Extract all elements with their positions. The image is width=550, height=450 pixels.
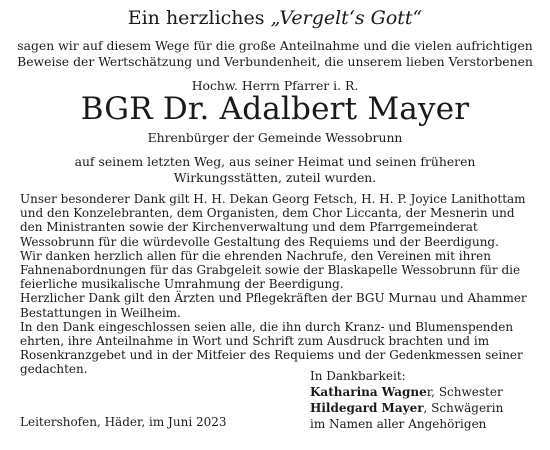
last-journey-text: auf seinem letzten Weg, aus seiner Heimat und seinen früheren Wirkungsstätten, zuteil wurden. (74, 154, 476, 185)
intro-text: sagen wir auf diesem Wege für die große Anteilnahme und die vielen aufrichtigen Beweise der Wertschätzung und Verbundenheit, die unserem lieben Verstorbenen (17, 38, 533, 69)
place-date: Leitershofen, Häder, im Juni 2023 (20, 415, 227, 429)
deceased-name: BGR Dr. Adalbert Mayer (80, 91, 470, 127)
thanks-heading-plain: Ein herzliches (127, 7, 271, 29)
signature-row (310, 385, 503, 399)
signature-heading: In Dankbarkeit: (310, 369, 406, 383)
thanks-heading-italic: „Vergelt‘s Gott“ (270, 7, 423, 29)
thanks-paragraph: Wir danken herzlich allen für die ehrenden Nachrufe, den Vereinen mit ihren Fahnenabordnungen für das Grabgeleit sowie der Blaskapelle Wessobrunn für die feierliche musikalische Umrahmung der Beerdigung. (20, 248, 521, 292)
signer-relation: r, Schwester (426, 385, 503, 399)
signature-row (310, 401, 503, 415)
signer-name: Hildegard Mayer (310, 401, 424, 415)
signer-relation: , Schwägerin (423, 401, 504, 415)
signature-row (310, 417, 486, 431)
thanks-paragraph: In den Dank eingeschlossen seien alle, die ihn durch Kranz- und Blumenspenden ehrten, ihre Anteilnahme in Wort und Schrift zum Ausdruck brachten und im Rosenkranzgebet und in der Mitfeier des Requiems und der Gedenkmessen seiner gedachten. (20, 319, 523, 377)
thanks-body (20, 192, 538, 377)
honor-title: Ehrenbürger der Gemeinde Wessobrunn (147, 130, 403, 145)
signer-name: Katharina Wagne (310, 385, 427, 399)
thanks-paragraph: Herzlicher Dank gilt den Ärzten und Pflegekräften der BGU Murnau und Ahammer Bestattungen in Weilheim. (20, 291, 527, 320)
thanks-heading (0, 6, 550, 30)
honorific: Hochw. Herrn Pfarrer i. R. (191, 78, 359, 93)
signer-relation: im Namen aller Angehörigen (310, 417, 487, 431)
thanks-paragraph: Unser besonderer Dank gilt H. H. Dekan Georg Fetsch, H. H. P. Joyice Lanithottam und den Konzelebranten, dem Organisten, dem Chor Liccanta, der Mesnerin und den Ministranten sowie der Kirchenverwaltung und dem Pfarrgemeinderat Wessobrunn für die würdevolle Gestaltung des Requiems und der Beerdigung. (20, 192, 526, 249)
